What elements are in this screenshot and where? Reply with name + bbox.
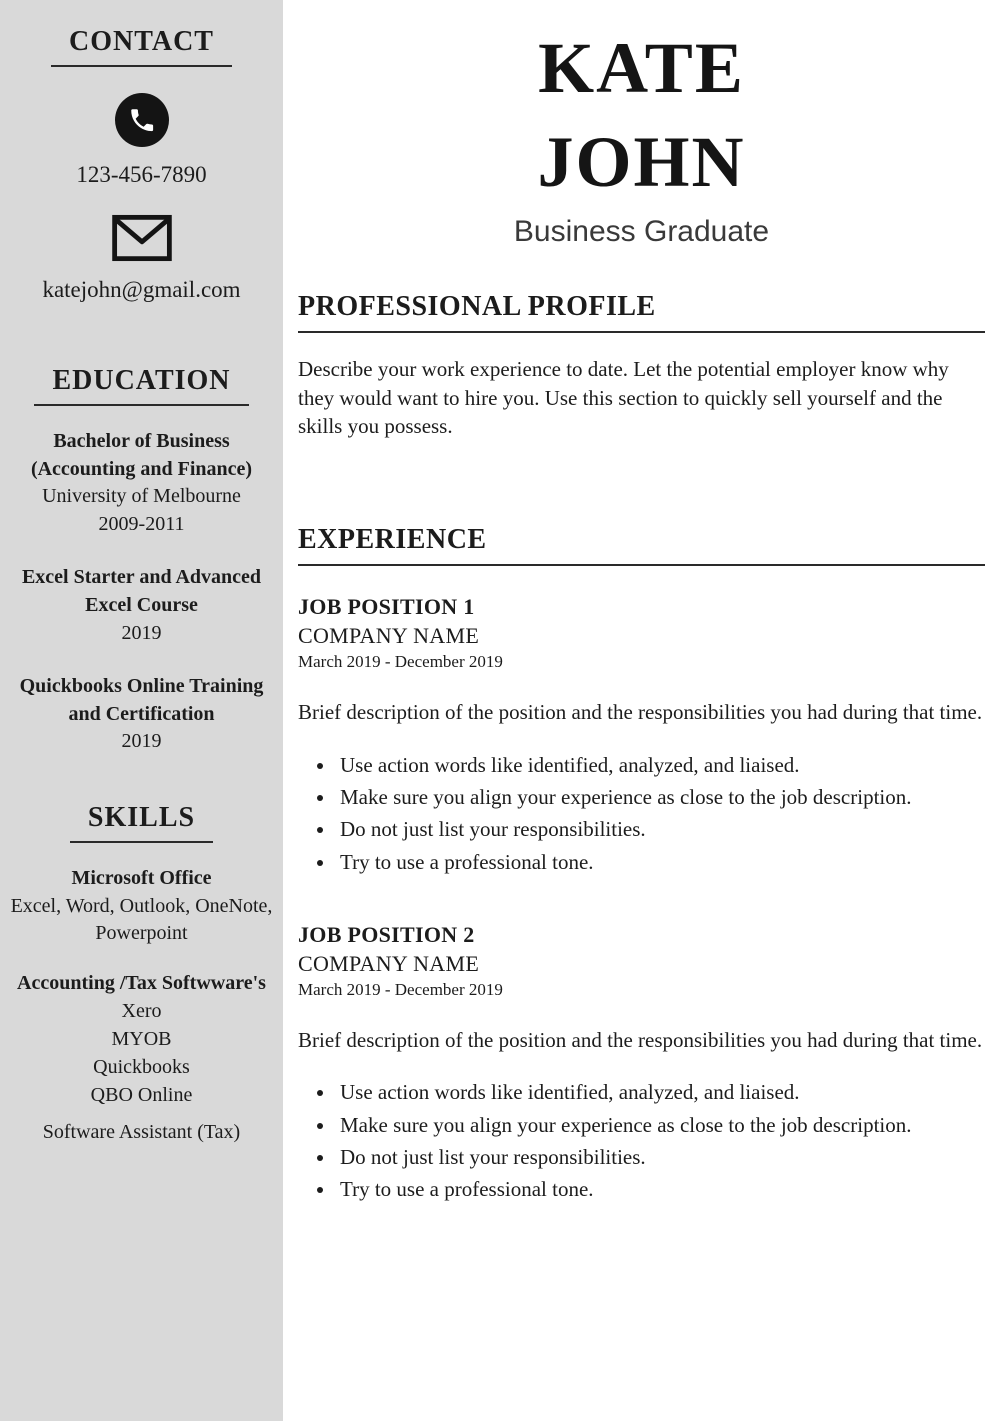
job-entry <box>298 594 985 876</box>
education-entry-years: 2019 <box>121 730 162 753</box>
sidebar <box>0 0 283 1421</box>
skills-section <box>10 802 273 1147</box>
education-entry <box>10 564 273 647</box>
job-bullet: • Use action words like identified, analyzed, and liaised. <box>336 751 985 779</box>
job-company: COMPANY NAME <box>298 623 480 649</box>
name-first: KATE <box>538 28 745 108</box>
experience-heading: EXPERIENCE <box>298 524 985 566</box>
skill-group <box>10 970 273 1147</box>
contact-heading <box>10 26 273 67</box>
main-column <box>283 0 1005 1421</box>
job-title-subtitle: Business Graduate <box>513 215 770 249</box>
job-description: Brief description of the position and the responsibilities you had during that time. <box>298 700 983 725</box>
name-last: JOHN <box>537 121 746 202</box>
education-heading-text: EDUCATION <box>34 365 248 406</box>
professional-profile-heading: PROFESSIONAL PROFILE <box>298 291 985 333</box>
email-address: katejohn@gmail.com <box>42 277 241 302</box>
skill-group-items <box>10 997 273 1109</box>
education-entry-title: Excel Starter and Advanced Excel Course <box>21 566 262 616</box>
phone-icon <box>10 93 273 152</box>
job-dates: March 2019 - December 2019 <box>298 652 503 672</box>
job-dates: March 2019 - December 2019 <box>298 979 503 999</box>
job-position: JOB POSITION 1 <box>298 594 475 620</box>
contact-heading-text: CONTACT <box>51 26 232 67</box>
skill-item: Xero <box>121 1000 162 1023</box>
skills-heading <box>10 802 273 843</box>
skill-group-title: Microsoft Office <box>71 866 212 889</box>
education-entry-title: Bachelor of Business (Accounting and Finance) <box>30 430 253 480</box>
job-description: Brief description of the position and the responsibilities you had during that time. <box>298 1027 983 1052</box>
skill-group <box>10 865 273 948</box>
contact-section <box>10 26 273 303</box>
education-entry <box>10 428 273 538</box>
education-section <box>10 365 273 756</box>
name-block <box>298 22 985 249</box>
job-company: COMPANY NAME <box>298 950 480 976</box>
phone-number: 123-456-7890 <box>76 162 207 187</box>
job-bullet: • Make sure you align your experience as close to the job description. <box>336 1111 985 1139</box>
job-bullet-list <box>298 1078 985 1203</box>
skill-group-title: Accounting /Tax Softwware's <box>17 971 266 994</box>
job-bullet: • Try to use a professional tone. <box>336 848 985 876</box>
skill-group-items: Excel, Word, Outlook, OneNote, Powerpoint <box>10 894 273 945</box>
professional-profile-text: Describe your work experience to date. Let the potential employer know why they would want to hire you. Use this section to quickly sell yourself and the skills you possess. <box>298 357 949 438</box>
job-bullet: • Use action words like identified, analyzed, and liaised. <box>336 1078 985 1106</box>
skill-item: Quickbooks <box>93 1056 190 1079</box>
education-entry <box>10 673 273 756</box>
education-entry-school: University of Melbourne <box>42 485 241 508</box>
job-bullet-list <box>298 751 985 876</box>
job-bullet: • Do not just list your responsibilities. <box>336 815 985 843</box>
skill-group-footer: Software Assistant (Tax) <box>42 1121 241 1144</box>
job-bullet: • Try to use a professional tone. <box>336 1175 985 1203</box>
experience-section <box>298 524 985 1203</box>
skill-item: QBO Online <box>90 1084 193 1107</box>
skills-heading-text: SKILLS <box>70 802 213 843</box>
job-entry <box>298 922 985 1204</box>
education-entry-years: 2019 <box>121 621 162 644</box>
email-icon <box>10 214 273 267</box>
education-entry-title: Quickbooks Online Training and Certification <box>19 675 264 725</box>
job-position: JOB POSITION 2 <box>298 921 475 947</box>
education-entry-years: 2009-2011 <box>98 512 185 535</box>
job-bullet: • Make sure you align your experience as close to the job description. <box>336 783 985 811</box>
education-heading <box>10 365 273 406</box>
professional-profile-section <box>298 291 985 440</box>
job-bullet: • Do not just list your responsibilities. <box>336 1143 985 1171</box>
skill-item: MYOB <box>111 1028 172 1051</box>
